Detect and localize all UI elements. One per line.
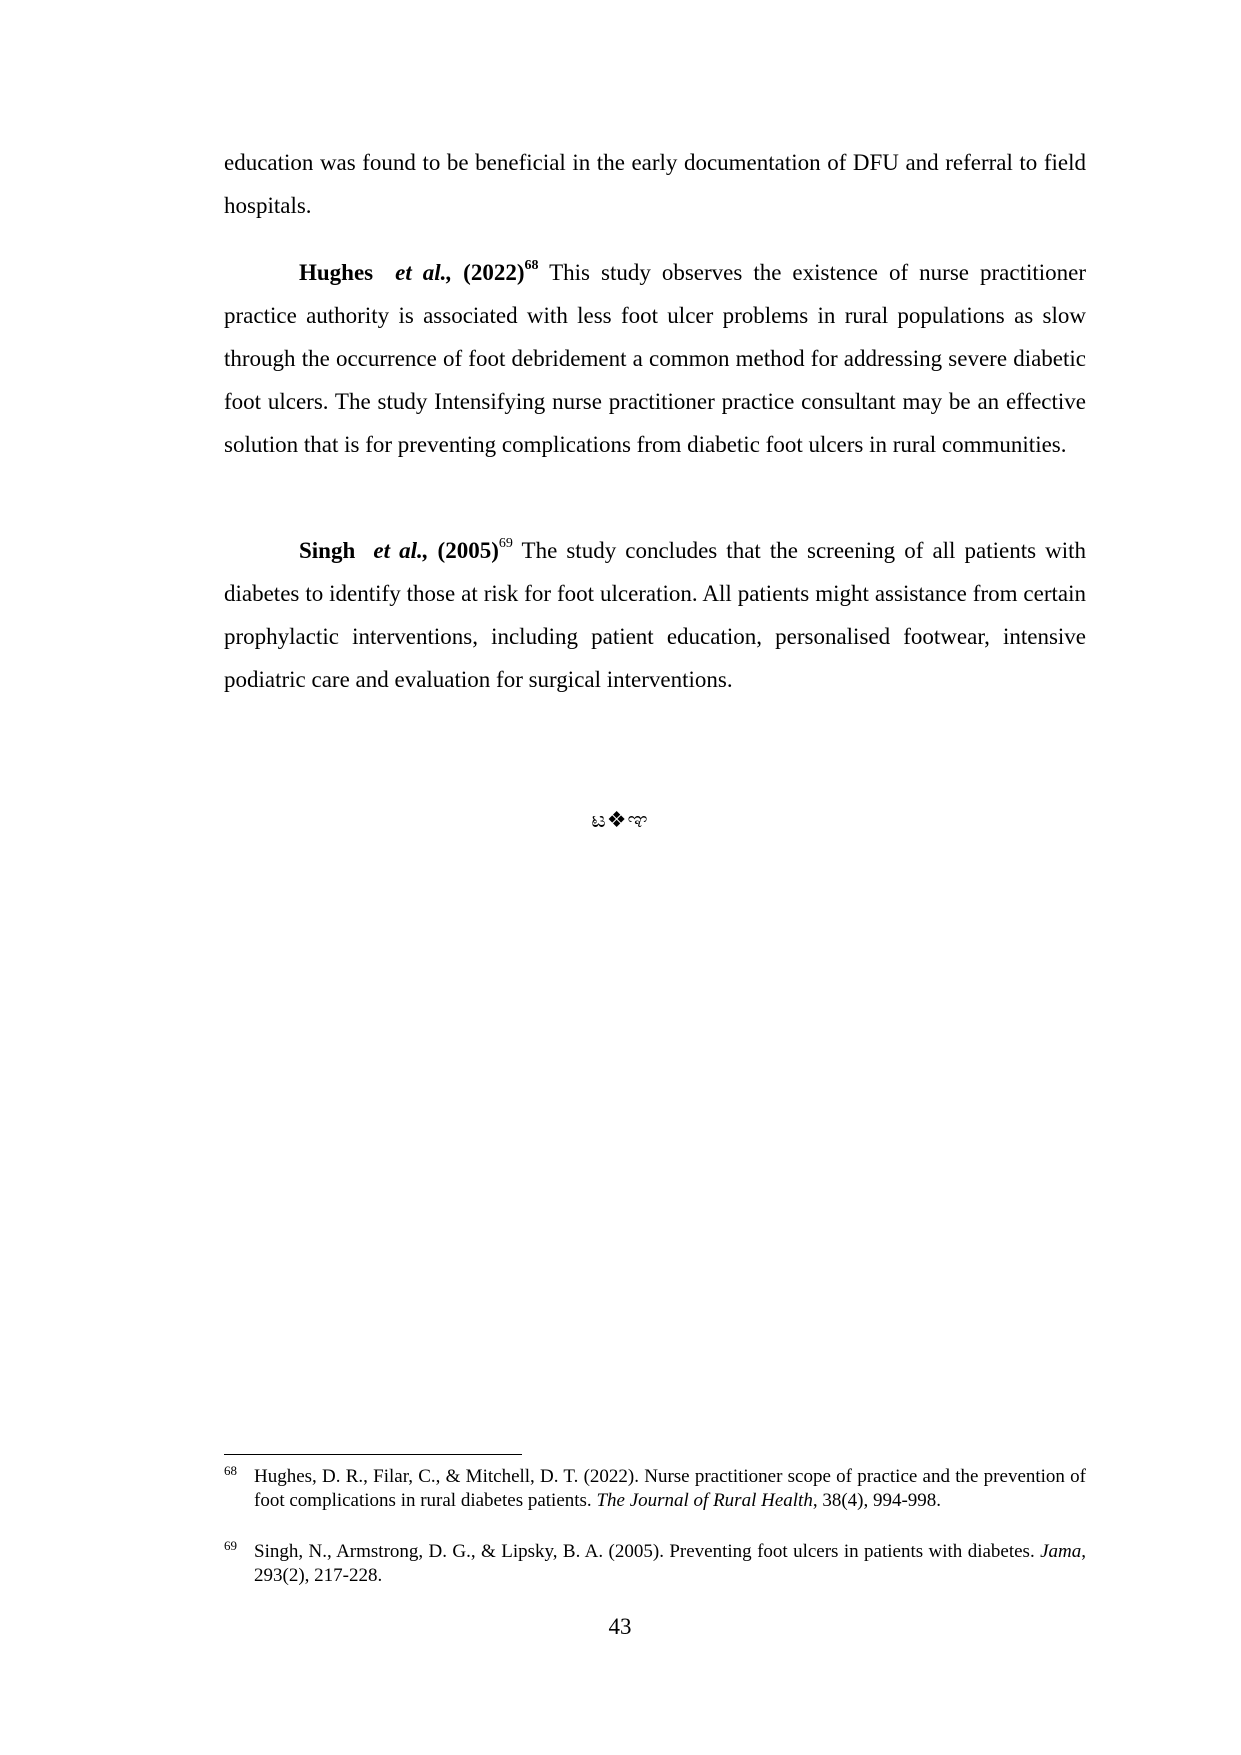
citation-etal: et al., xyxy=(373,538,429,563)
footnote-text-before: Singh, N., Armstrong, D. G., & Lipsky, B. A. (2005). Preventing foot ulcers in patients with diabetes. xyxy=(254,1541,1035,1562)
footnote-text xyxy=(254,1465,1086,1513)
footnote-number: 69 xyxy=(224,1538,237,1553)
citation-year: (2022) xyxy=(463,260,525,285)
footnote-ref-69[interactable]: 69 xyxy=(498,536,513,551)
paragraph-singh xyxy=(224,529,1086,701)
footnote-text-after: , 293(2), 217-228. xyxy=(254,1541,1087,1586)
footnote-journal: Jama xyxy=(1040,1541,1082,1562)
footnote-divider xyxy=(224,1454,522,1455)
paragraph-text: education was found to be beneficial in the early documentation of DFU and referral to field hospitals. xyxy=(224,150,1086,218)
footnote-number: 68 xyxy=(224,1463,237,1478)
section-end-ornament-icon: ಟ❖ಞ xyxy=(591,808,649,833)
page-number: 43 xyxy=(608,1614,632,1639)
citation-author: Hughes xyxy=(299,260,374,285)
citation-year: (2005) xyxy=(437,538,499,563)
paragraph-continuation xyxy=(224,141,1086,227)
paragraph-text: This study observes the existence of nurse practitioner practice authority is associated with less foot ulcer problems in rural populations as slow through the occurrence of foot debridement a common method for addressing severe diabetic foot ulcers. The study Intensifying nurse practitioner practice consultant may be an effective solution that is for preventing complications from diabetic foot ulcers in rural communities. xyxy=(224,260,1086,457)
footnote-ref-68[interactable]: 68 xyxy=(524,258,539,273)
footnote-journal: The Journal of Rural Health xyxy=(596,1490,813,1511)
footnote-text-before: Hughes, D. R., Filar, C., & Mitchell, D. T. (2022). Nurse practitioner scope of practice and the prevention of foot complications in rural diabetes patients. xyxy=(254,1466,1086,1511)
paragraph-text: The study concludes that the screening of all patients with diabetes to identify those at risk for foot ulceration. All patients might assistance from certain prophylactic interventions, including patient education, personalised footwear, intensive podiatric care and evaluation for surgical interventions. xyxy=(224,538,1086,692)
paragraph-hughes xyxy=(224,251,1086,466)
footnote-text-after: , 38(4), 994-998. xyxy=(812,1490,942,1511)
footnote-69 xyxy=(224,1540,1086,1588)
citation-author: Singh xyxy=(299,538,356,563)
citation-etal: et al., xyxy=(395,260,453,285)
footnote-text xyxy=(254,1540,1086,1588)
footnote-68 xyxy=(224,1465,1086,1513)
